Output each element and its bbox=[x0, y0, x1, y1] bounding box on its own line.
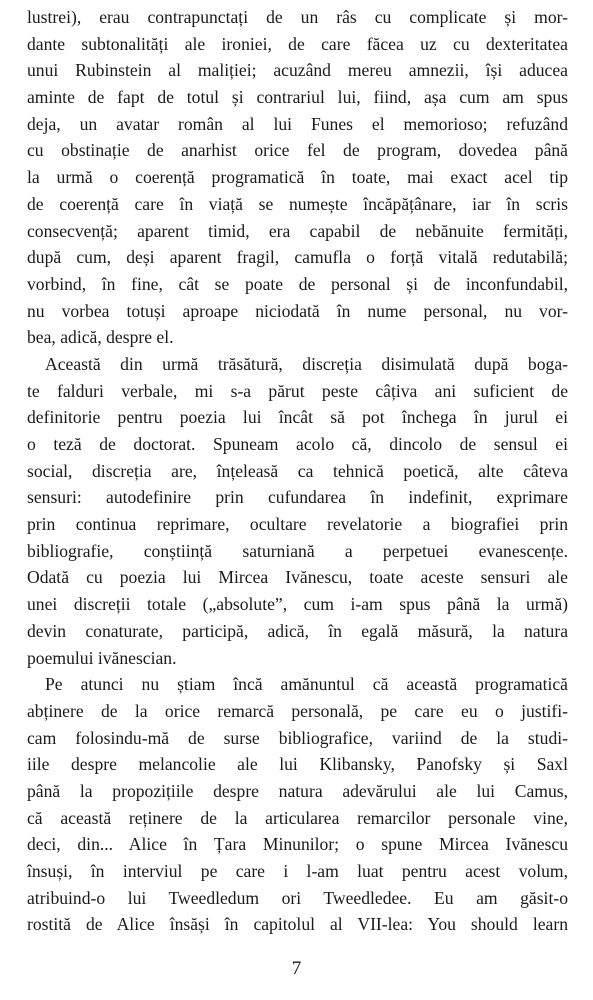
text-line: Pe atunci nu știam încă amănuntul că această programatică bbox=[45, 674, 568, 695]
text-line: rostită de Alice însăși în capitolul al VII-lea: You should learn bbox=[27, 914, 568, 935]
text-line: Odată cu poezia lui Mircea Ivănescu, toate aceste sensuri ale bbox=[27, 567, 568, 588]
text-line: poemului ivănescian. bbox=[27, 647, 177, 668]
text-line: dante subtonalități ale ironiei, de care făcea uz cu dexteritatea bbox=[27, 33, 568, 54]
text-line: însuși, în interviul pe care i l-am luat pentru acest volum, bbox=[27, 861, 568, 881]
text-line: cu obstinație de anarhist orice fel de program, dovedea până bbox=[27, 140, 568, 161]
text-line: bea, adică, despre el. bbox=[27, 327, 174, 348]
text-page bbox=[27, 4, 568, 938]
text-line: la urmă o coerență programatică în toate, mai exact acel tip bbox=[27, 167, 568, 188]
text-line: până la propozițiile despre natura adevărului ale lui Camus, bbox=[27, 780, 568, 801]
paragraph-1 bbox=[27, 4, 568, 351]
text-line: consecvență; aparent timid, era capabil de nebănuite fermități, bbox=[27, 220, 568, 241]
text-line: Această din urmă trăsătură, discreția disimulată după boga- bbox=[45, 353, 568, 374]
text-line: deja, un avatar român al lui Funes el memorioso; refuzând bbox=[27, 113, 568, 134]
text-line: te falduri verbale, mi s-a părut peste câțiva ani suficient de bbox=[27, 380, 568, 401]
text-line: sensuri: autodefinire prin cufundarea în indefinit, exprimare bbox=[27, 487, 568, 508]
paragraph-2 bbox=[27, 351, 568, 671]
text-line: definitorie pentru poezia lui încât să pot închega în jurul ei bbox=[27, 407, 568, 428]
text-line: unei discreții totale („absolute”, cum i-am spus până la urmă) bbox=[27, 594, 568, 615]
text-line: lustrei), erau contrapunctați de un râs cu complicate și mor- bbox=[27, 7, 568, 27]
text-line: cam folosindu-mă de surse bibliografice, variind de la studi- bbox=[27, 727, 568, 748]
page-number: 7 bbox=[291, 958, 302, 979]
text-line: devin conaturate, participă, adică, în egală măsură, la natura bbox=[27, 620, 568, 641]
text-line: o teză de doctorat. Spuneam acolo că, dincolo de sensul ei bbox=[27, 434, 568, 454]
text-line: deci, din... Alice în Țara Minunilor; o spune Mircea Ivănescu bbox=[27, 834, 568, 855]
text-line: iile despre melancolie ale lui Klibansky, Panofsky și Saxl bbox=[27, 754, 568, 775]
text-line: nu vorbea totuși aproape niciodată în nume personal, nu vor- bbox=[27, 300, 568, 321]
text-line: bibliografie, conștiință saturniană a perpetuei evanescențe. bbox=[27, 540, 568, 561]
text-line: aminte de fapt de totul și contrariul lui, fiind, așa cum am spus bbox=[27, 87, 568, 108]
text-line: vorbind, în fine, cât se poate de personal și de inconfundabil, bbox=[27, 273, 568, 294]
text-line: prin continua reprimare, ocultare revelatorie a biografiei prin bbox=[27, 514, 568, 535]
text-line: că această reținere de la articularea remarcilor personale vine, bbox=[27, 807, 568, 828]
text-line: atribuind-o lui Tweedledum ori Tweedledee. Eu am găsit-o bbox=[27, 887, 568, 908]
text-line: abținere de la orice remarcă personală, pe care eu o justifi- bbox=[27, 700, 568, 721]
paragraph-3 bbox=[27, 671, 568, 938]
text-line: după cum, deși aparent fragil, camufla o forță vitală redutabilă; bbox=[27, 247, 568, 268]
text-line: de coerență care în viață se numește încăpățânare, iar în scris bbox=[27, 193, 568, 214]
text-line: unui Rubinstein al maliției; acuzând mereu amnezii, își aducea bbox=[27, 60, 568, 81]
text-line: social, discreția are, înțeleasă ca tehnică poetică, alte câteva bbox=[27, 460, 568, 481]
